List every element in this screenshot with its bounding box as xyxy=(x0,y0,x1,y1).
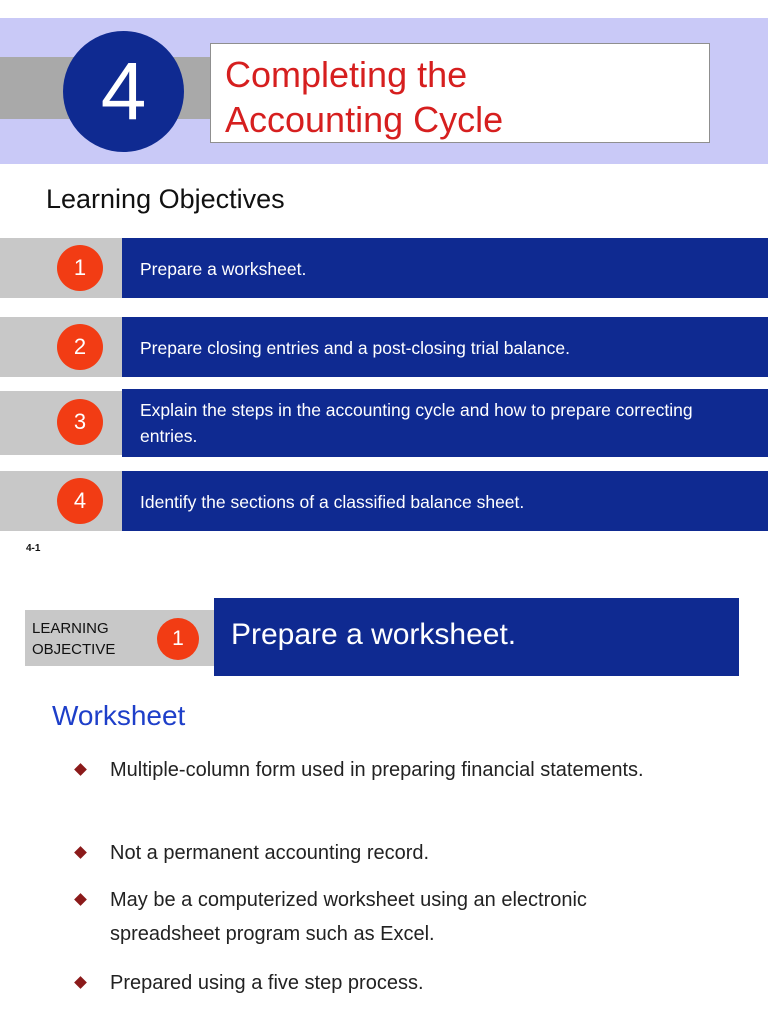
diamond-bullet-icon xyxy=(74,976,87,989)
learning-objectives-heading: Learning Objectives xyxy=(46,184,285,214)
bullet-text: Not a permanent accounting record. xyxy=(110,842,430,864)
objective-text: Prepare a worksheet. xyxy=(140,259,307,279)
diamond-bullet-icon xyxy=(74,846,87,859)
chapter-title-box xyxy=(210,43,710,143)
diamond-bullet-icon xyxy=(74,893,87,906)
objective-number-badge: 4 xyxy=(57,478,103,524)
learning-objective-label-block xyxy=(25,610,215,666)
page-number: 4-1 xyxy=(26,543,41,554)
objective-number-badge: 1 xyxy=(157,618,199,660)
objective-number-badge: 1 xyxy=(57,245,103,291)
chapter-title-line-2: Accounting Cycle xyxy=(225,99,504,140)
objective-text: Explain the steps in the accounting cycle and how to prepare correcting entries. xyxy=(140,400,693,446)
objective-text: Prepare closing entries and a post-closing trial balance. xyxy=(140,338,570,358)
objective-row-4 xyxy=(0,471,768,531)
objective-row-3 xyxy=(0,391,768,455)
objective-row-2 xyxy=(0,317,768,377)
diamond-bullet-icon xyxy=(74,763,87,776)
learning-objective-title: Prepare a worksheet. xyxy=(231,618,517,651)
section-heading: Worksheet xyxy=(52,700,186,731)
objective-row-1 xyxy=(0,238,768,298)
bullet-text: Prepared using a five step process. xyxy=(110,972,424,994)
learning-objective-title-bar xyxy=(214,598,739,676)
chapter-title-line-1: Completing the xyxy=(225,54,468,95)
objective-number-badge: 3 xyxy=(57,399,103,445)
chapter-number-badge: 4 xyxy=(63,31,184,152)
bullet-text: May be a computerized worksheet using an electronic spreadsheet program such as Excel. xyxy=(110,889,587,945)
objective-text: Identify the sections of a classified balance sheet. xyxy=(140,492,525,512)
objective-number-badge: 2 xyxy=(57,324,103,370)
learning-objective-label: LEARNING OBJECTIVE xyxy=(32,620,116,658)
bullet-text: Multiple-column form used in preparing financial statements. xyxy=(110,759,644,781)
